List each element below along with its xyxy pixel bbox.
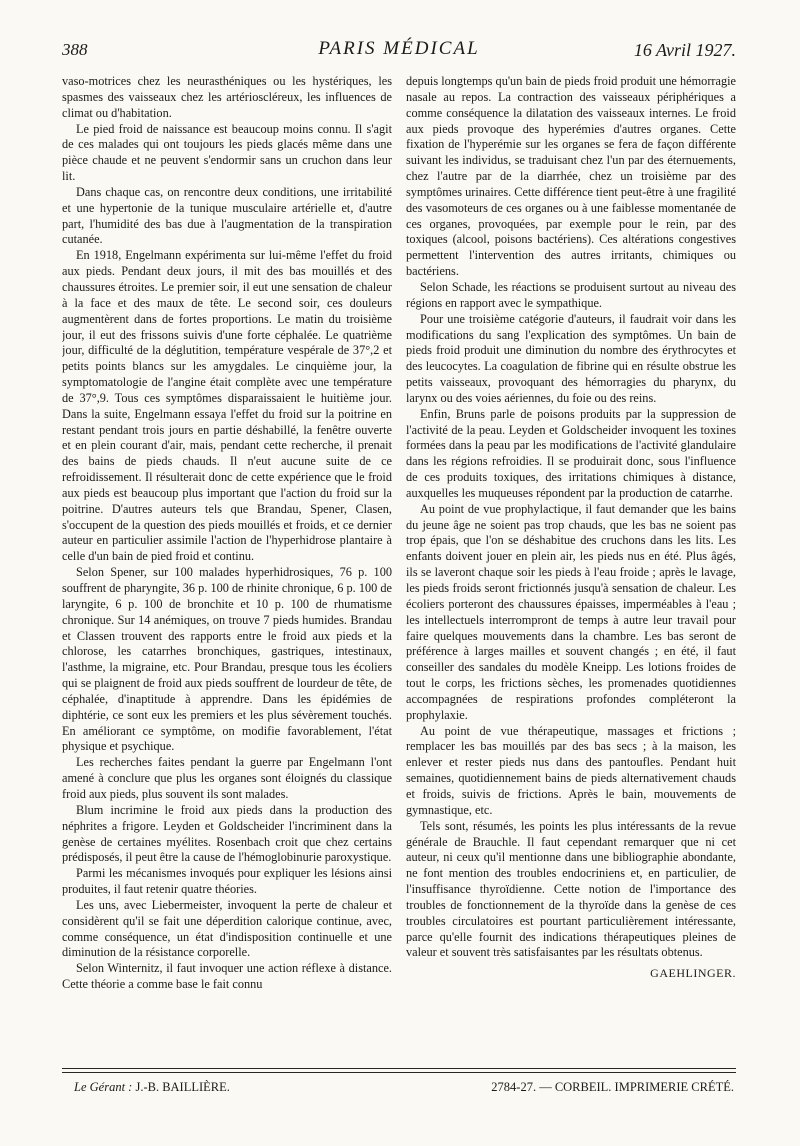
author-signature: GAEHLINGER. xyxy=(650,966,736,981)
paragraph: Les uns, avec Liebermeister, invoquent la perte de chaleur et considèrent qu'il se fait une déperdition calorique continue, avec, comme conséquence, un état d'indisposition continuelle et une diminution de la résistance corporelle. xyxy=(62,897,392,960)
gerant-label: Le Gérant : xyxy=(74,1080,133,1094)
paragraph: Selon Winternitz, il faut invoquer une action réflexe à distance. Cette théorie a comme base le fait connu xyxy=(62,961,392,992)
paragraph: En 1918, Engelmann expérimenta sur lui-même l'effet du froid aux pieds. Pendant deux jours, il mit des bas mouillés et des chaussures étroites. Le premier soir, il eut une sensation de chaleur à la face et des maux de tête. Le second soir, ces douleurs augmentèrent dans de fortes proportions. Le matin du troisième jour, il eut des frissons suivis d'une forte céphalée. Le quatrième jour, difficulté de la déglutition, température vespérale de 37°,2 et petits points blancs sur les amygdales. Le cinquième jour, la symptomatologie de l'angine était complète avec une température de 37°,9. Tous ces symptômes disparaissaient le huitième jour. Dans la suite, Engelmann essaya l'effet du froid sur la poitrine en restant pendant trois jours en partie déshabillé, la fenêtre ouverte et en plein courant d'air, mais, pendant cette recherche, il prenait des bains de pieds chauds. Il n'eut aucune suite de ce refroidissement. Il résulterait donc de cette expérience que le froid aux pieds est beaucoup plus important que l'action du froid sur la poitrine. D'autres auteurs tels que Brandau, Spener, Clasen, s'occupent de la question des pieds mouillés et froids, et ce dernier auteur en particulier assimile l'action de l'hyperhidrose plantaire à celle d'un bain de pied froid et continu. xyxy=(62,248,392,564)
gerant-credit xyxy=(74,1080,230,1095)
page-header xyxy=(62,38,736,66)
paragraph: Parmi les mécanismes invoqués pour expliquer les lésions ainsi produites, il faut retenir quatre théories. xyxy=(62,866,392,897)
paragraph: Enfin, Bruns parle de poisons produits par la suppression de l'activité de la peau. Leyden et Goldscheider invoquent les toxines formées dans la peau par les modifications de l'activité glandulaire dans les régions refroidies. Il se produirait donc, sous l'influence de ces produits toxiques, des irritations chimiques à distance, auxquelles les muqueuses répondent par la production de catarrhe. xyxy=(406,406,736,500)
paragraph: Selon Schade, les réactions se produisent surtout au niveau des régions en rapport avec le sympathique. xyxy=(406,279,736,310)
left-column xyxy=(62,74,392,1054)
paragraph: Tels sont, résumés, les points les plus intéressants de la revue générale de Brauchle. Il faut cependant remarquer que ni cet auteur, ni ceux qu'il mentionne dans une bibliographie abondante, ne font mention des troubles endocriniens et, en particulier, de l'insuffisance thyroïdienne. Cette notion de l'importance des troubles de fonctionnement de la thyroïde dans la genèse de ces troubles circulatoires est pourtant particulièrement intéressante, parce qu'elle fournit des indications thérapeutiques pleines de valeur et souvent très satisfaisantes par les résultats obtenus. xyxy=(406,818,736,960)
paragraph: Au point de vue thérapeutique, massages et frictions ; remplacer les bas mouillés par des bas secs ; à la maison, les enlever et rester pieds nus dans des pantoufles. Pendant huit semaines, quotidiennement bains de pieds alternativement chauds et froids, suivis de frictions. Après le bain, mouvements de gymnastique, etc. xyxy=(406,723,736,817)
paragraph: Selon Spener, sur 100 malades hyperhidrosiques, 76 p. 100 souffrent de pharyngite, 36 p. 100 de rhinite chronique, 6 p. 100 de laryngite, 6 p. 100 de bronchite et 10 p. 100 de rhumatisme chronique. Sur 14 anémiques, on trouve 7 pieds humides. Brandau et Classen trouvent des rapports entre le froid aux pieds et la chlorose, les catarrhes bronchiques, gastriques, intestinaux, l'asthme, la migraine, etc. Pour Brandau, presque tous les écoliers qui se plaignent de froid aux pieds souffrent de lourdeur de tête, de céphalée, d'inaptitude à apprendre. Dans les épidémies de diphtérie, ce sont eux les premiers et les plus sévèrement touchés. En améliorant ce symptôme, on modifie favorablement, l'état physique et psychique. xyxy=(62,565,392,754)
footer-rule xyxy=(62,1068,736,1069)
paragraph: Dans chaque cas, on rencontre deux conditions, une irritabilité et une hypertonie de la tunique musculaire artérielle et, d'autre part, l'humidité des bas due à l'augmentation de la transpiration cutanée. xyxy=(62,184,392,247)
footer-rule-thin xyxy=(62,1072,736,1073)
paragraph: vaso-motrices chez les neurasthéniques ou les hystériques, les spasmes des vaisseaux chez les artérioscléreux, les influences de climat ou d'habitation. xyxy=(62,74,392,120)
printer-credit: 2784-27. — CORBEIL. IMPRIMERIE CRÉTÉ. xyxy=(491,1080,734,1094)
paragraph: Le pied froid de naissance est beaucoup moins connu. Il s'agit de ces malades qui ont toujours les pieds glacés même dans une pièce chaude et ne peuvent s'endormir sans un cruchon dans leur lit. xyxy=(62,121,392,184)
paragraph: depuis longtemps qu'un bain de pieds froid produit une hémorragie nasale au repos. La contraction des vaisseaux périphériques a comme conséquence la dilatation des vaisseaux internes. Le froid aux pieds provoque des hyperémies d'autres organes. Cette fixation de l'hyperémie sur les organes se fera de façon différente suivant les individus, se traduisant chez l'un par des éternuements, chez l'autre par de la diarrhée, chez un troisième par des symptômes urinaires. Cette différence tient peut-être à une fragilité des vasomoteurs de ces organes ou à une faiblesse momentanée de ces organes, provoquées, par exemple pour le rein, par des toxiques (alcool, poisons bactériens). Ces altérations congestives permettent l'intervention des autres irritants, chimiques ou bactériens. xyxy=(406,74,736,279)
journal-title: PARIS MÉDICAL xyxy=(318,38,480,59)
gerant-name: J.-B. BAILLIÈRE. xyxy=(135,1080,230,1094)
paragraph: Blum incrimine le froid aux pieds dans la production des néphrites a frigore. Leyden et Goldscheider l'incriminent dans la genèse de certaines myélites. Rosenbach croit que chez certains prédisposés, il peut être la cause de l'hémoglobinurie paroxystique. xyxy=(62,802,392,865)
paragraph: Les recherches faites pendant la guerre par Engelmann l'ont amené à conclure que plus les organes sont éloignés du classique froid aux pieds, plus souvent ils sont malades. xyxy=(62,755,392,801)
page-footer xyxy=(62,1080,736,1100)
paragraph: Au point de vue prophylactique, il faut demander que les bains du jeune âge ne soient pas trop chauds, que les bas ne soient pas trop épais, que l'on se déshabitue des cruchons dans les lits. Les enfants doivent jouer en plein air, les pieds nus en été. Plus âgés, ils se laveront chaque soir les pieds à l'eau froide ; après le lavage, les pieds froids seront frictionnés jusqu'à sensation de chaleur. Les écoliers porteront des chaussures épaisses, imperméables à l'eau ; les intellectuels interrompront de temps à autre leur travail pour faire quelques mouvements dans la chambre. Les bas seront de préférence à larges mailles et souvent changés ; en été, il faut conseiller des sandales du modèle Kneipp. Les lotions froides de tout le corps, les frictions sèches, les promenades quotidiennes accompagnées de respirations profondes compléteront la prophylaxie. xyxy=(406,501,736,722)
page-number: 388 xyxy=(62,40,88,59)
right-column xyxy=(406,74,736,1054)
paragraph: Pour une troisième catégorie d'auteurs, il faudrait voir dans les modifications du sang l'explication des symptômes. Un bain de pieds froid produit une diminution du nombre des érythrocytes et des leucocytes. La coagulation de fibrine qui en résulte obstrue les petits vaisseaux, provoquant des hémorragies du pharynx, du larynx ou des voies aériennes, du foie ou des reins. xyxy=(406,311,736,405)
issue-date: 16 Avril 1927. xyxy=(633,40,736,60)
